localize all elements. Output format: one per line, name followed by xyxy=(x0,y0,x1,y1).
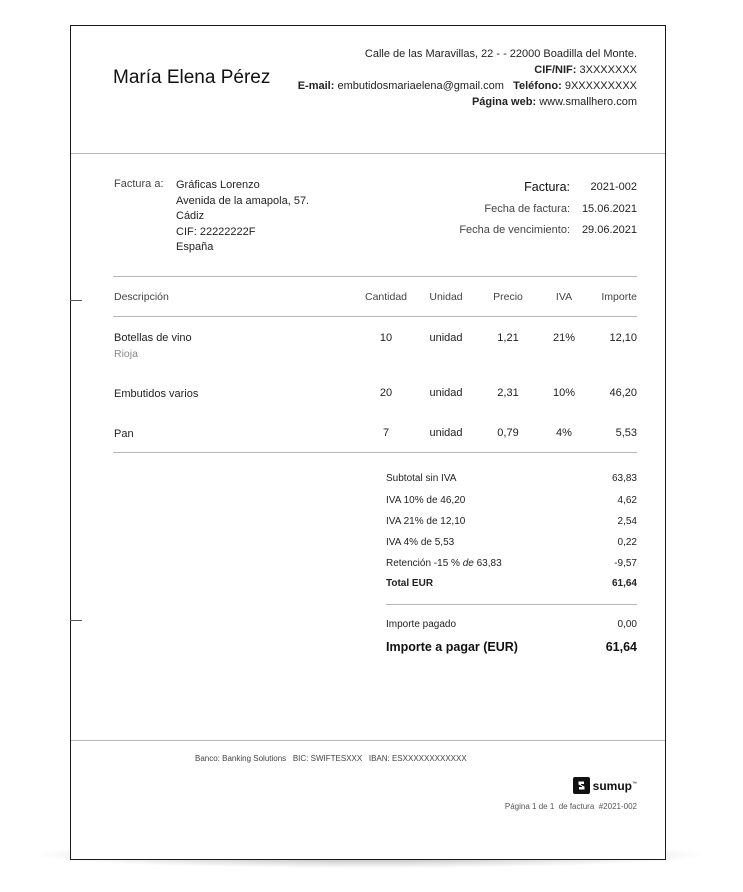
row-vat: 21% xyxy=(552,332,576,344)
invoice-title-label: Factura: xyxy=(524,180,570,194)
col-vat: IVA xyxy=(555,291,573,303)
row-amount: 12,10 xyxy=(609,332,637,344)
row-description: Botellas de vino xyxy=(114,332,192,344)
row-vat: 10% xyxy=(552,387,576,399)
fold-mark xyxy=(70,300,82,301)
fold-mark xyxy=(70,620,82,621)
row-unit: unidad xyxy=(429,387,463,399)
table-header-divider xyxy=(113,316,637,317)
client-name: Gráficas Lorenzo xyxy=(176,179,260,191)
row-amount: 5,53 xyxy=(615,427,637,439)
row-description: Pan xyxy=(114,428,134,440)
subtotal-value: 63,83 xyxy=(611,473,637,484)
issuer-email-phone: E-mail: embutidosmariaelena@gmail.com Teléfono: 9XXXXXXXXX xyxy=(297,80,637,92)
invoice-date-label: Fecha de factura: xyxy=(484,203,570,215)
issuer-web: Página web: www.smallhero.com xyxy=(471,96,637,108)
row-description: Embutidos varios xyxy=(114,388,199,400)
client-street: Avenida de la amapola, 57. xyxy=(176,194,310,207)
issuer-name: María Elena Pérez xyxy=(113,67,271,88)
sumup-logo-text: sumup xyxy=(592,778,632,793)
table-top-divider xyxy=(113,276,637,277)
header-divider xyxy=(71,153,665,154)
row-quantity: 20 xyxy=(379,387,393,399)
vat4-value: 0,22 xyxy=(617,537,637,548)
total-value: 61,64 xyxy=(611,578,637,589)
invoice-due-label: Fecha de vencimiento: xyxy=(459,224,570,236)
client-city: Cádiz xyxy=(176,210,205,222)
vat21-label: IVA 21% de 12,10 xyxy=(386,516,466,527)
paid-value: 0,00 xyxy=(617,619,637,630)
col-description: Descripción xyxy=(114,291,169,303)
row-quantity: 7 xyxy=(382,427,390,439)
row-subdescription: Rioja xyxy=(114,348,138,360)
bank-details: Banco: Banking Solutions BIC: SWIFTESXXX IBAN: ESXXXXXXXXXXXX xyxy=(195,754,467,763)
invoice-number: 2021-002 xyxy=(590,181,637,193)
totals-divider xyxy=(386,604,637,605)
vat10-label: IVA 10% de 46,20 xyxy=(386,495,466,506)
footer-divider xyxy=(71,740,665,741)
amount-due-value: 61,64 xyxy=(605,640,637,654)
vat21-value: 2,54 xyxy=(617,516,637,527)
issuer-contact xyxy=(298,46,637,110)
paid-label: Importe pagado xyxy=(386,619,457,630)
client-cif: CIF: 22222222F xyxy=(176,225,256,238)
total-label: Total EUR xyxy=(386,578,434,589)
sumup-logo-icon xyxy=(573,777,590,794)
subtotal-label: Subtotal sin IVA xyxy=(386,473,457,484)
row-quantity: 10 xyxy=(379,332,393,344)
row-price: 2,31 xyxy=(497,387,519,399)
row-price: 0,79 xyxy=(497,427,519,439)
issuer-address: Calle de las Maravillas, 22 - - 22000 Boadilla del Monte. xyxy=(364,48,637,60)
retention-value: -9,57 xyxy=(614,558,637,569)
client-country: España xyxy=(176,241,214,253)
row-price: 1,21 xyxy=(497,332,519,344)
page-info: Página 1 de 1 de factura #2021-002 xyxy=(504,802,637,811)
vat10-value: 4,62 xyxy=(617,495,637,506)
retention-label: Retención -15 % de 63,83 xyxy=(386,558,502,569)
client-block xyxy=(176,178,309,256)
invoice-due: 29.06.2021 xyxy=(581,224,637,236)
row-amount: 46,20 xyxy=(609,387,637,399)
client-label: Factura a: xyxy=(114,178,164,190)
invoice-page xyxy=(70,25,666,860)
issuer-cif: CIF/NIF: 3XXXXXXX xyxy=(534,64,637,76)
sumup-logo xyxy=(573,777,637,794)
sumup-logo-tm: ™ xyxy=(632,780,637,787)
vat4-label: IVA 4% de 5,53 xyxy=(386,537,455,548)
col-unit: Unidad xyxy=(429,291,463,303)
col-quantity: Cantidad xyxy=(364,291,408,303)
amount-due-label: Importe a pagar (EUR) xyxy=(386,640,518,654)
table-bottom-divider xyxy=(113,452,637,453)
row-unit: unidad xyxy=(429,427,463,439)
row-vat: 4% xyxy=(556,427,572,439)
row-unit: unidad xyxy=(429,332,463,344)
invoice-date: 15.06.2021 xyxy=(581,203,637,215)
col-price: Precio xyxy=(493,291,523,303)
col-amount: Importe xyxy=(601,291,637,303)
